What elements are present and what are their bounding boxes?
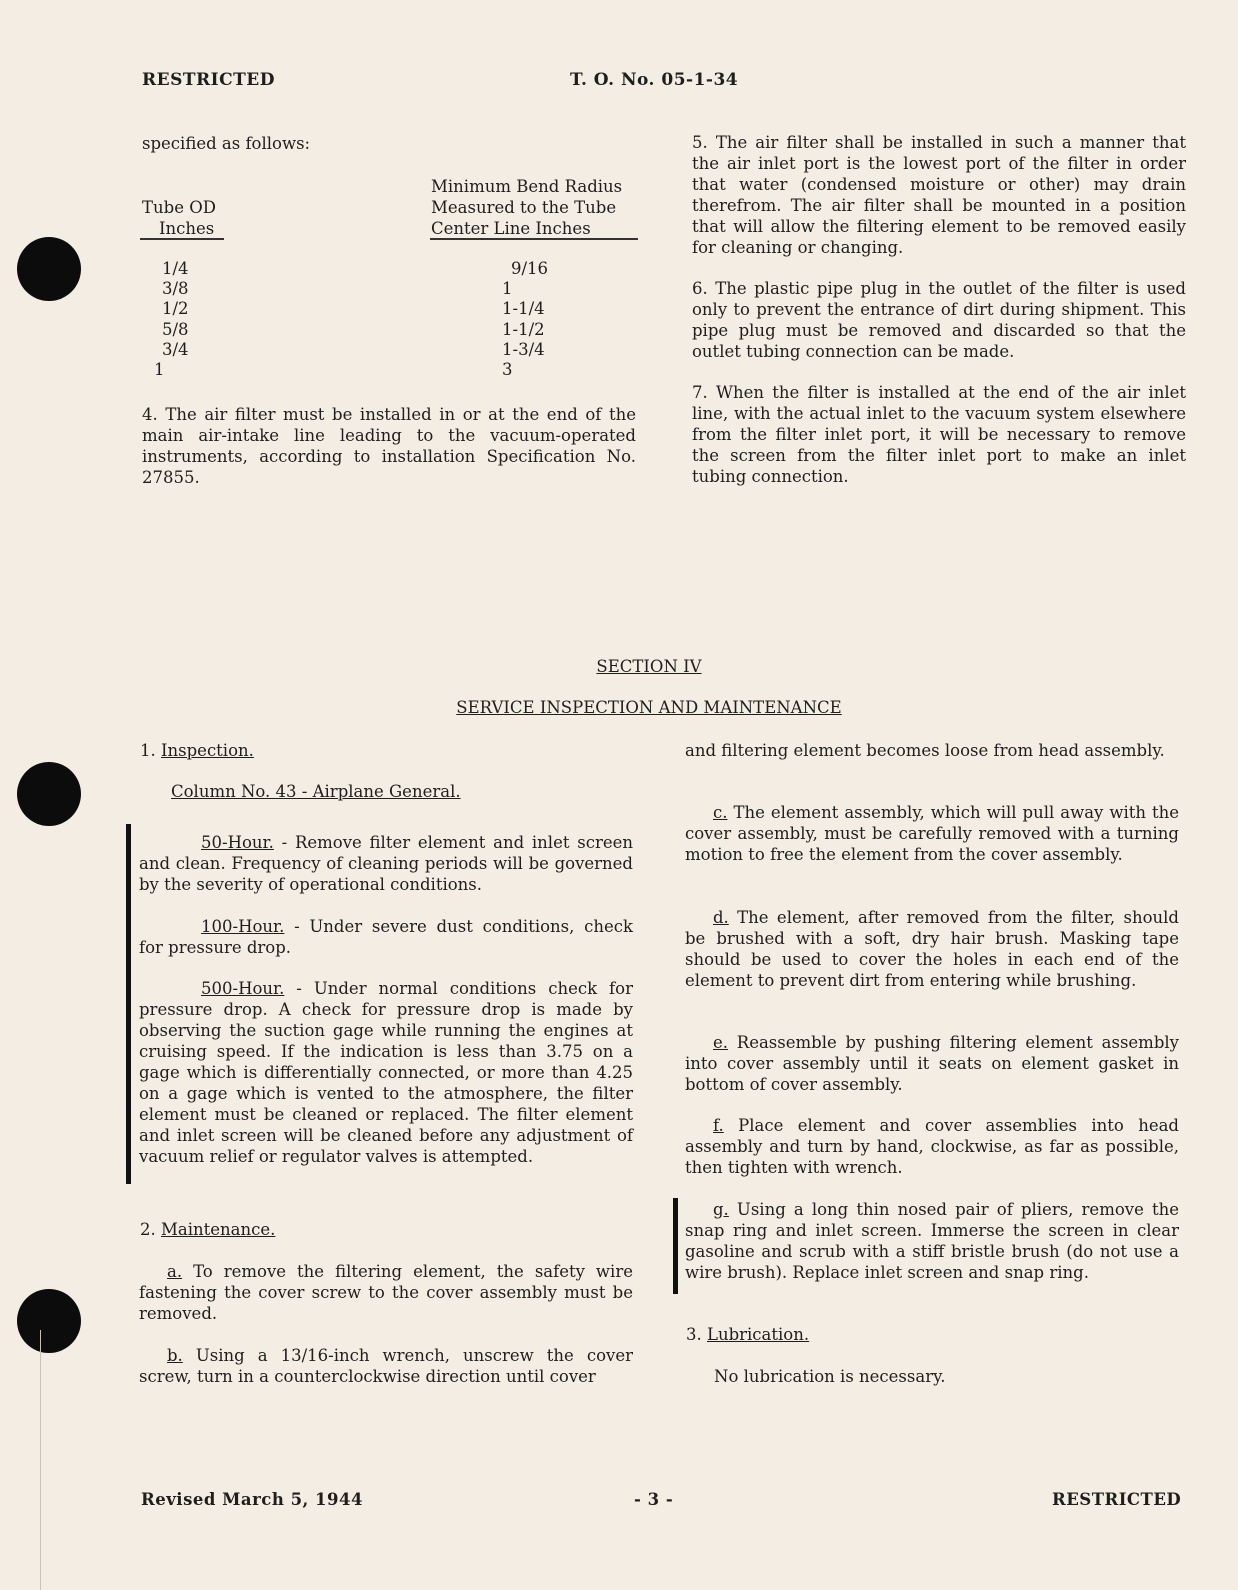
table-cell-od: 1/2 <box>162 299 189 318</box>
inspection-title: Inspection. <box>161 741 254 760</box>
step-c-text: The element assembly, which will pull away with the cover assembly, must be carefully removed with a turning motion to free the element from the cover assembly. <box>685 803 1179 864</box>
table-col1-rule <box>140 238 224 240</box>
lubrication-text: No lubrication is necessary. <box>714 1367 946 1386</box>
binding-line <box>40 1330 41 1590</box>
lubrication-title: Lubrication. <box>707 1325 810 1344</box>
interval-50-text: - Remove filter element and inlet screen and clean. Frequency of cleaning periods will be governed by the severity of operational conditions. <box>139 833 633 894</box>
header-left: RESTRICTED <box>142 70 275 90</box>
interval-50-hour <box>139 832 633 895</box>
punch-hole-top <box>17 237 81 301</box>
table-cell-radius: 9/16 <box>511 259 549 278</box>
maintenance-title: Maintenance. <box>161 1220 276 1239</box>
maintenance-step-g <box>685 1199 1179 1283</box>
table-cell-radius: 1 <box>502 279 513 298</box>
intro-text: specified as follows: <box>142 134 311 153</box>
step-e-label: e. <box>713 1033 729 1052</box>
column-reference: Column No. 43 - Airplane General. <box>171 782 461 801</box>
maintenance-number: 2. <box>140 1220 156 1239</box>
maintenance-heading <box>140 1219 275 1240</box>
table-col2-header-line3: Center Line Inches <box>431 219 591 238</box>
revision-bar-left <box>126 824 131 1184</box>
table-col1-header-line2: Inches <box>159 219 215 238</box>
step-c-label: c. <box>713 803 728 822</box>
maintenance-step-b <box>139 1345 633 1387</box>
table-cell-od: 3/8 <box>162 279 189 298</box>
table-cell-od: 1/4 <box>162 259 189 278</box>
step-b-label: b. <box>167 1346 183 1365</box>
step-b-continuation: and filtering element becomes loose from head assembly. <box>685 741 1165 760</box>
step-a-label: a. <box>167 1262 183 1281</box>
bend-radius-table <box>154 259 622 389</box>
table-cell-radius: 3 <box>502 360 513 379</box>
paragraph-6: 6. The plastic pipe plug in the outlet of the filter is used only to prevent the entrance of dirt during shipment. This pipe plug must be removed and discarded so that the outlet tubing connection can be made. <box>692 279 1186 361</box>
interval-500-text: - Under normal conditions check for pressure drop. A check for pressure drop is made by observing the suction gage while running the engines at cruising speed. If the indication is less than 3.75 on a gage which is differentially connected, or more than 4.25 on a gage which is vented to the atmosphere, the filter element must be cleaned or replaced. The filter element and inlet screen will be cleaned before any adjustment of vacuum relief or regulator valves is attempted. <box>139 979 633 1166</box>
step-g-label: g. <box>713 1200 729 1219</box>
interval-500-label: 500-Hour. <box>201 979 285 998</box>
paragraph-7: 7. When the filter is installed at the end of the air inlet line, with the actual inlet to the vacuum system elsewhere from the filter inlet port, it will be necessary to remove the screen from the filter inlet port to make an inlet tubing connection. <box>692 383 1186 486</box>
inspection-heading <box>140 740 254 761</box>
interval-100-label: 100-Hour. <box>201 917 285 936</box>
maintenance-step-e <box>685 1032 1179 1095</box>
step-f-text: Place element and cover assemblies into head assembly and turn by hand, clockwise, as far as possible, then tighten with wrench. <box>685 1116 1179 1177</box>
table-col2-header-line2: Measured to the Tube <box>431 198 617 217</box>
maintenance-step-c <box>685 802 1179 865</box>
lubrication-number: 3. <box>686 1325 702 1344</box>
maintenance-step-f <box>685 1115 1179 1178</box>
table-col2-header <box>431 176 651 239</box>
lubrication-heading <box>686 1324 809 1345</box>
table-cell-od: 1 <box>154 360 165 379</box>
maintenance-step-a <box>139 1261 633 1324</box>
interval-100-hour <box>139 916 633 958</box>
punch-hole-bottom <box>17 1289 81 1353</box>
table-cell-radius: 1-1/4 <box>502 299 545 318</box>
table-col2-header-line1: Minimum Bend Radius <box>431 177 623 196</box>
step-f-label: f. <box>713 1116 724 1135</box>
footer-revision-date: Revised March 5, 1944 <box>141 1490 363 1509</box>
table-col2-rule <box>430 238 638 240</box>
paragraph-5: 5. The air filter shall be installed in such a manner that the air inlet port is the lowest port of the filter in order that water (condensed moisture or other) may drain therefrom. The air filter shall be mounted in a position that will allow the filtering element to be removed easily for cleaning or changing. <box>692 133 1186 257</box>
step-g-text: Using a long thin nosed pair of pliers, remove the snap ring and inlet screen. Immerse the screen in clear gasoline and scrub with a stiff bristle brush (do not use a wire brush). Replace inlet screen and snap ring. <box>685 1200 1179 1282</box>
table-cell-od: 5/8 <box>162 320 189 339</box>
table-col1-header <box>142 197 242 239</box>
punch-hole-middle <box>17 762 81 826</box>
header-right: T. O. No. 05-1-34 <box>570 70 739 90</box>
footer-page-number: - 3 - <box>634 1490 674 1509</box>
maintenance-step-d <box>685 907 1179 991</box>
table-col1-header-line1: Tube OD <box>142 198 216 217</box>
paragraph-4: 4. The air filter must be installed in or at the end of the main air-intake line leading to the vacuum-operated instruments, according to installation Specification No. 27855. <box>142 405 636 487</box>
step-e-text: Reassemble by pushing filtering element assembly into cover assembly until it seats on element gasket in bottom of cover assembly. <box>685 1033 1179 1094</box>
interval-500-hour <box>139 978 633 1167</box>
interval-100-text: - Under severe dust conditions, check for pressure drop. <box>139 917 633 957</box>
footer-right: RESTRICTED <box>1052 1490 1182 1509</box>
section-title: SERVICE INSPECTION AND MAINTENANCE <box>456 698 842 717</box>
table-cell-od: 3/4 <box>162 340 189 359</box>
step-d-label: d. <box>713 908 729 927</box>
step-a-text: To remove the filtering element, the safety wire fastening the cover screw to the cover assembly must be removed. <box>139 1262 633 1323</box>
section-number: SECTION IV <box>596 657 702 676</box>
revision-bar-right <box>673 1198 678 1294</box>
interval-50-label: 50-Hour. <box>201 833 274 852</box>
step-d-text: The element, after removed from the filter, should be brushed with a soft, dry hair brush. Masking tape should be used to cover the holes in each end of the element to prevent dirt from entering while brushing. <box>685 908 1179 990</box>
step-b-text: Using a 13/16-inch wrench, unscrew the cover screw, turn in a counterclockwise direction until cover <box>139 1346 633 1386</box>
table-cell-radius: 1-1/2 <box>502 320 545 339</box>
table-cell-radius: 1-3/4 <box>502 340 545 359</box>
inspection-number: 1. <box>140 741 156 760</box>
